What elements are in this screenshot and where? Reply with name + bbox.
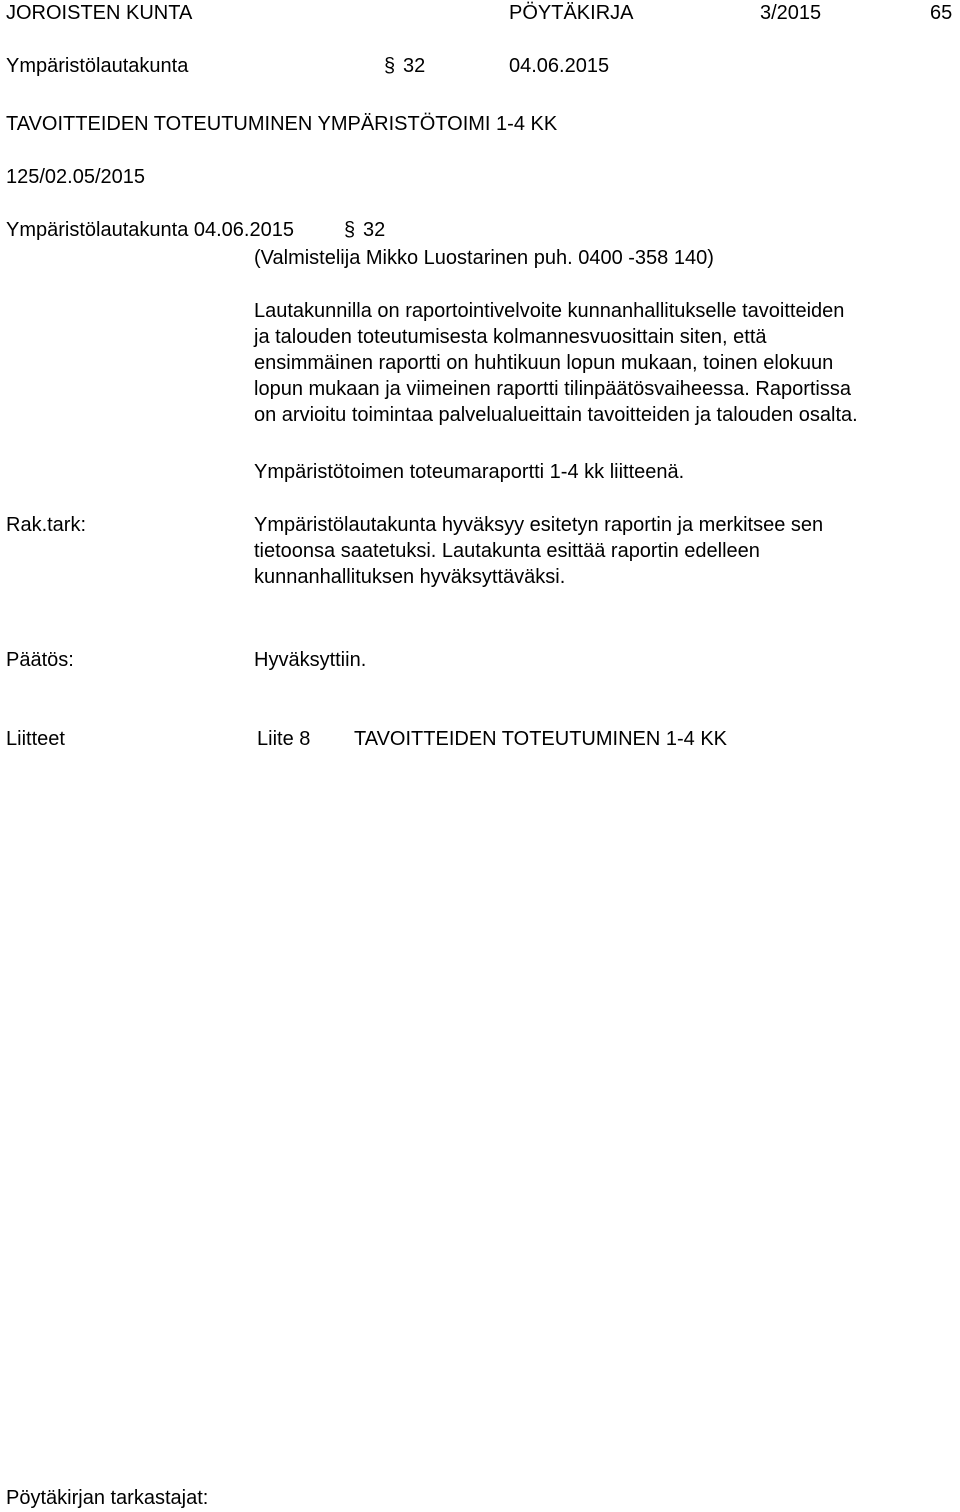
attachment-title: TAVOITTEIDEN TOTEUTUMINEN 1-4 KK — [354, 728, 728, 750]
body-line: ja talouden toteutumisesta kolmannesvuosittain siten, että — [254, 326, 767, 348]
meeting-date: 04.06.2015 — [509, 55, 610, 77]
document-type: PÖYTÄKIRJA — [509, 2, 634, 24]
body-line: Lautakunnilla on raportointivelvoite kunnanhallitukselle tavoitteiden — [254, 300, 845, 322]
preparer-info: (Valmistelija Mikko Luostarinen puh. 0400 -358 140) — [254, 247, 714, 269]
body-line: ensimmäinen raportti on huhtikuun lopun mukaan, toinen elokuun — [254, 352, 834, 374]
item-reference: 125/02.05/2015 — [6, 166, 146, 188]
organization-name: JOROISTEN KUNTA — [6, 2, 193, 24]
board-name: Ympäristölautakunta — [6, 55, 189, 77]
body-paragraph — [254, 298, 954, 428]
attachment-number: Liite 8 — [257, 728, 311, 750]
item-title: TAVOITTEIDEN TOTEUTUMINEN YMPÄRISTÖTOIMI 1-4 KK — [6, 113, 558, 135]
history-section-sign: § — [344, 219, 356, 241]
body-line: lopun mukaan ja viimeinen raportti tilinpäätösvaiheessa. Raportissa — [254, 378, 851, 400]
issue-number: 3/2015 — [760, 2, 822, 24]
history-section-number: 32 — [363, 219, 386, 241]
attachment-note: Ympäristötoimen toteumaraportti 1-4 kk liitteenä. — [254, 461, 685, 483]
history-board-date: Ympäristölautakunta 04.06.2015 — [6, 219, 294, 241]
decision-text: Hyväksyttiin. — [254, 649, 367, 671]
proposal-label: Rak.tark: — [6, 514, 87, 536]
section-number: 32 — [403, 55, 426, 77]
proposal-line: tietoonsa saatetuksi. Lautakunta esittää raportin edelleen — [254, 540, 760, 562]
page-number: 65 — [930, 2, 953, 24]
reviewers-label: Pöytäkirjan tarkastajat: — [6, 1487, 209, 1509]
proposal-line: Ympäristölautakunta hyväksyy esitetyn raportin ja merkitsee sen — [254, 514, 824, 536]
proposal-line: kunnanhallituksen hyväksyttäväksi. — [254, 566, 566, 588]
proposal-text — [254, 512, 954, 590]
attachments-label: Liitteet — [6, 728, 65, 750]
section-sign: § — [384, 55, 396, 77]
body-line: on arvioitu toimintaa palvelualueittain tavoitteiden ja talouden osalta. — [254, 404, 858, 426]
decision-label: Päätös: — [6, 649, 74, 671]
